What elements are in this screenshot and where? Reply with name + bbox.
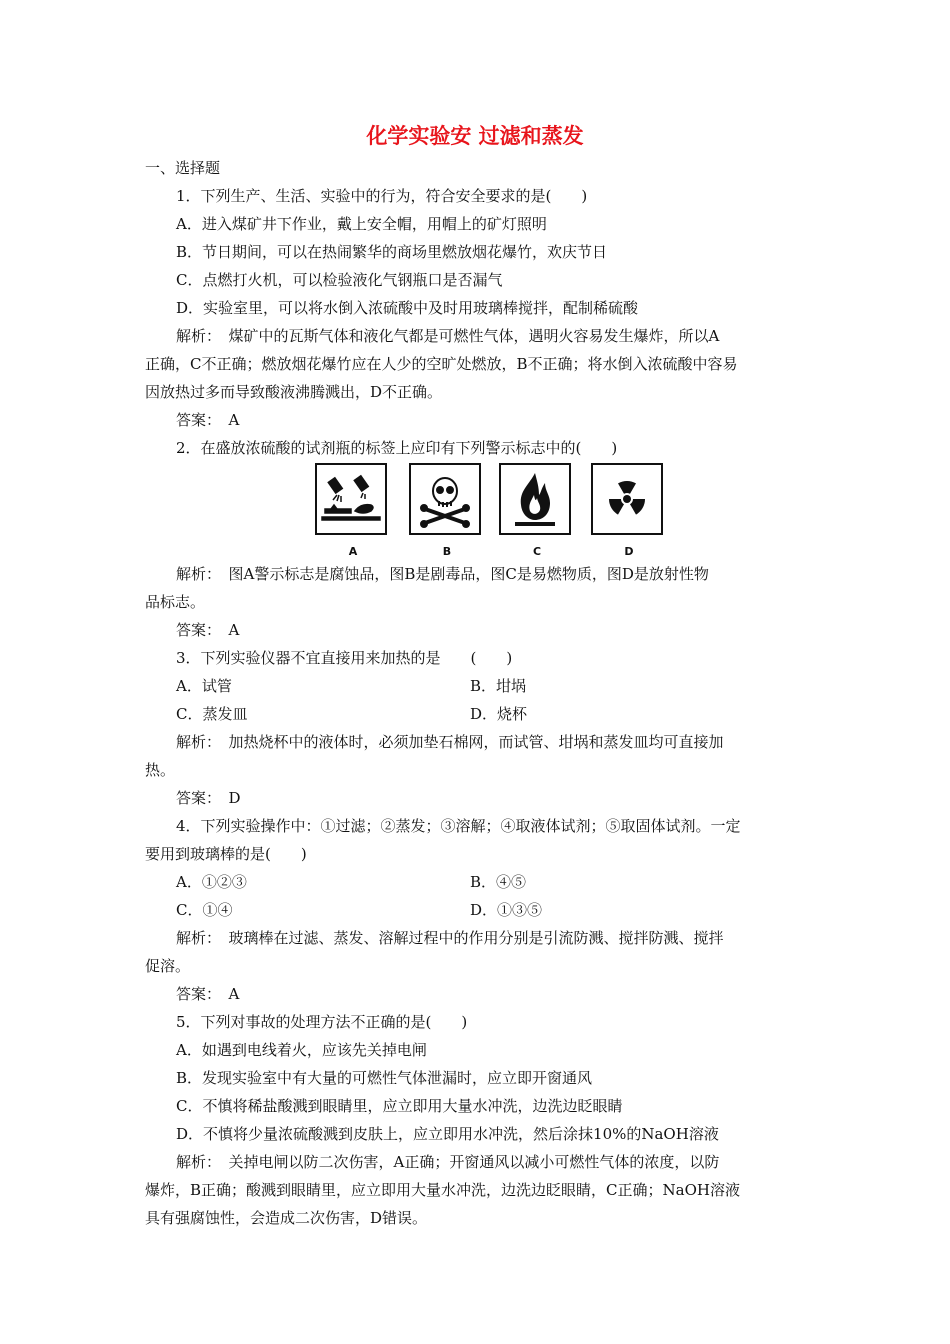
- q4-analysis-line2: 促溶。: [145, 957, 191, 975]
- q4-option-a: A．①②③: [176, 873, 247, 891]
- corrosive-icon: [317, 465, 385, 533]
- sign-c-label: C: [532, 545, 542, 558]
- q1-option-d: D．实验室里，可以将水倒入浓硫酸中及时用玻璃棒搅拌，配制稀硫酸: [176, 299, 639, 317]
- q4-stem-line2: 要用到玻璃棒的是( ): [145, 845, 307, 863]
- q1-analysis-line1: 解析： 煤矿中的瓦斯气体和液化气都是可燃性气体，遇明火容易发生爆炸，所以A: [176, 327, 720, 345]
- q1-option-a: A．进入煤矿井下作业，戴上安全帽，用帽上的矿灯照明: [176, 215, 547, 233]
- q3-stem: 3．下列实验仪器不宜直接用来加热的是 ( ): [176, 649, 513, 667]
- q5-stem: 5．下列对事故的处理方法不正确的是( ): [176, 1013, 468, 1031]
- flame-icon: [501, 465, 569, 533]
- q2-stem: 2．在盛放浓硫酸的试剂瓶的标签上应印有下列警示标志中的( ): [176, 439, 618, 457]
- q2-analysis-line2: 品标志。: [145, 593, 206, 611]
- q5-analysis-line1: 解析： 关掉电闸以防二次伤害，A正确；开窗通风以减小可燃性气体的浓度，以防: [176, 1153, 720, 1171]
- q4-option-b: B．④⑤: [470, 873, 527, 891]
- q5-option-d: D．不慎将少量浓硫酸溅到皮肤上，应立即用水冲洗，然后涂抹10%的NaOH溶液: [176, 1125, 719, 1143]
- q5-analysis-line2: 爆炸，B正确；酸溅到眼睛里，应立即用大量水冲洗，边洗边眨眼睛，C正确；NaOH溶液: [145, 1181, 740, 1199]
- q4-option-d: D．①③⑤: [470, 901, 543, 919]
- warning-signs-figure: [315, 463, 665, 558]
- q2-analysis-line1: 解析： 图A警示标志是腐蚀品，图B是剧毒品，图C是易燃物质，图D是放射性物: [176, 565, 709, 583]
- q1-stem: 1．下列生产、生活、实验中的行为，符合安全要求的是( ): [176, 187, 588, 205]
- q5-option-c: C．不慎将稀盐酸溅到眼睛里，应立即用大量水冲洗，边洗边眨眼睛: [176, 1097, 623, 1115]
- q3-option-c: C．蒸发皿: [176, 705, 248, 723]
- sign-d-label: D: [624, 545, 634, 558]
- sign-d: [591, 463, 663, 558]
- skull-crossbones-icon: [411, 465, 479, 533]
- q3-analysis-line2: 热。: [145, 761, 176, 779]
- q5-analysis-line3: 具有强腐蚀性，会造成二次伤害，D错误。: [145, 1209, 428, 1227]
- q1-option-c: C．点燃打火机，可以检验液化气钢瓶口是否漏气: [176, 271, 503, 289]
- q4-answer: 答案： A: [176, 985, 240, 1003]
- sign-a: [315, 463, 387, 558]
- q5-option-a: A．如遇到电线着火，应该先关掉电闸: [176, 1041, 427, 1059]
- q4-stem-line1: 4．下列实验操作中：①过滤；②蒸发；③溶解；④取液体试剂；⑤取固体试剂。一定: [176, 817, 741, 835]
- radiation-icon: [593, 465, 661, 533]
- section-heading: 一、选择题: [145, 159, 221, 177]
- q3-option-b: B．坩埚: [470, 677, 527, 695]
- q1-answer: 答案： A: [176, 411, 240, 429]
- sign-a-label: A: [348, 545, 358, 558]
- q1-analysis-line2: 正确，C不正确；燃放烟花爆竹应在人少的空旷处燃放，B不正确；将水倒入浓硫酸中容易: [145, 355, 738, 373]
- q4-option-c: C．①④: [176, 901, 233, 919]
- page-title: 化学实验安 过滤和蒸发: [366, 124, 584, 148]
- q1-analysis-line3: 因放热过多而导致酸液沸腾溅出，D不正确。: [145, 383, 443, 401]
- sign-b-label: B: [442, 545, 452, 558]
- q3-option-a: A．试管: [176, 677, 232, 695]
- q5-option-b: B．发现实验室中有大量的可燃性气体泄漏时，应立即开窗通风: [176, 1069, 593, 1087]
- q3-answer: 答案： D: [176, 789, 241, 807]
- q1-option-b: B．节日期间，可以在热闹繁华的商场里燃放烟花爆竹，欢庆节日: [176, 243, 608, 261]
- q3-option-d: D．烧杯: [470, 705, 528, 723]
- q2-answer: 答案： A: [176, 621, 240, 639]
- sign-b: [409, 463, 481, 558]
- sign-c: [499, 463, 571, 558]
- q4-analysis-line1: 解析： 玻璃棒在过滤、蒸发、溶解过程中的作用分别是引流防溅、搅拌防溅、搅拌: [176, 929, 724, 947]
- q3-analysis-line1: 解析： 加热烧杯中的液体时，必须加垫石棉网，而试管、坩埚和蒸发皿均可直接加: [176, 733, 724, 751]
